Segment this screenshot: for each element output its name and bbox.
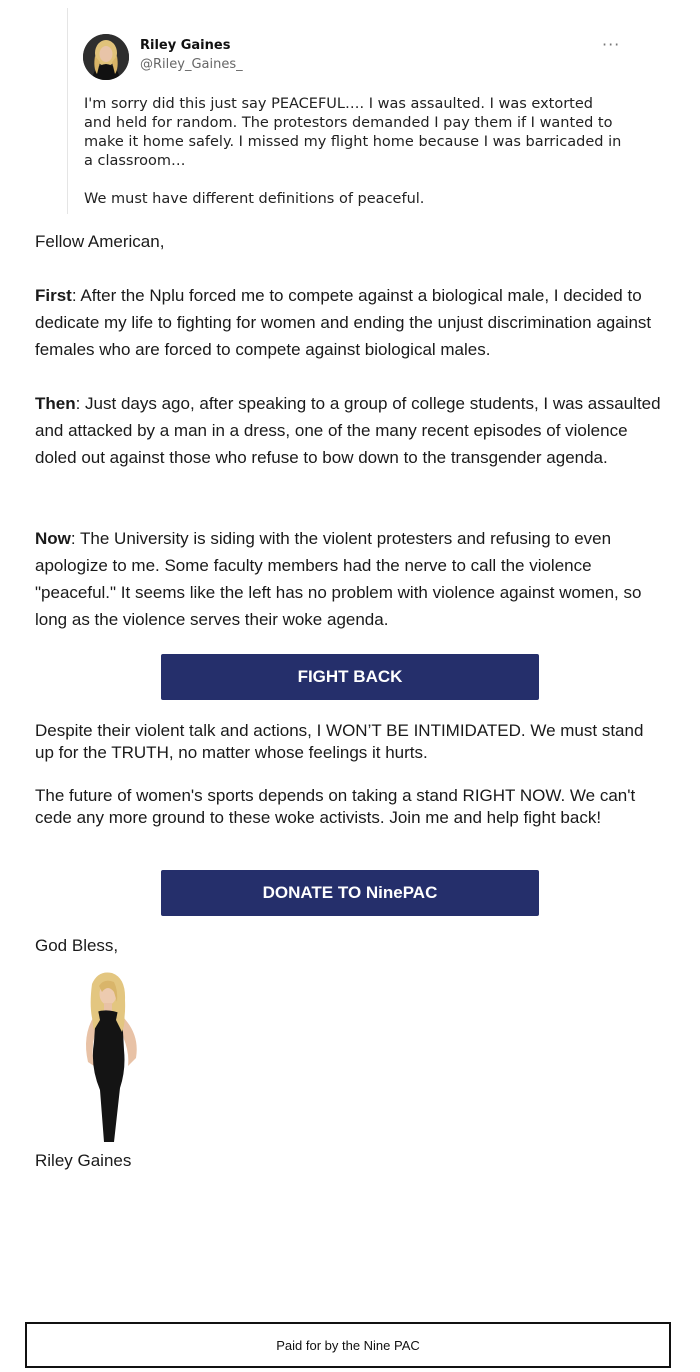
paragraph-future: The future of women's sports depends on taking a stand RIGHT NOW. We can't cede any more ground to these woke activists. Join me and help fight back! — [35, 786, 636, 827]
now-text: : The University is siding with the violent protesters and refusing to even apologize to me. Some faculty members had the nerve to call the violence "peaceful." It seems like the left has no problem with violence against women, so long as the violence serves their woke agenda. — [35, 529, 642, 629]
now-label: Now — [35, 529, 71, 548]
closing-text: God Bless, — [35, 936, 119, 955]
tweet-author-name[interactable]: Riley Gaines — [140, 38, 231, 53]
tweet-text — [84, 95, 624, 209]
tweet-text-para: I'm sorry did this just say PEACEFUL…. I was assaulted. I was extorted and held for random. The protestors demanded I pay them if I wanted to make it home safely. I missed my flight home because I was barricaded in a classroom… — [84, 96, 622, 169]
tweet-author-handle[interactable]: @Riley_Gaines_ — [140, 57, 243, 72]
paragraph-intimidated: Despite their violent talk and actions, I WON’T BE INTIMIDATED. We must stand up for the TRUTH, no matter whose feelings it hurts. — [35, 721, 644, 762]
embedded-tweet — [67, 8, 628, 214]
paid-for-disclaimer — [25, 1322, 671, 1368]
first-text: : After the Nplu forced me to compete against a biological male, I decided to dedicate my life to fighting for women and ending the unjust discrimination against females who are forced to compete against biological males. — [35, 286, 652, 359]
paragraph-now — [35, 525, 670, 633]
then-text: : Just days ago, after speaking to a group of college students, I was assaulted and attacked by a man in a dress, one of the many recent episodes of violence doled out against those who refuse to bow down to the transgender agenda. — [35, 394, 661, 467]
donate-button[interactable]: DONATE TO NinePAC — [161, 870, 539, 916]
ellipsis-icon[interactable]: ··· — [602, 35, 621, 54]
then-label: Then — [35, 394, 76, 413]
signature-photo — [68, 970, 148, 1142]
letter-greeting: Fellow American, — [35, 232, 165, 251]
disclaimer-text: Paid for by the Nine PAC — [276, 1337, 420, 1353]
first-label: First — [35, 286, 72, 305]
paragraph-first — [35, 282, 670, 363]
paragraph-then — [35, 390, 670, 471]
fight-back-button[interactable]: FIGHT BACK — [161, 654, 539, 700]
signature-name: Riley Gaines — [35, 1151, 132, 1170]
tweet-avatar[interactable] — [83, 34, 129, 80]
tweet-text-para: We must have different definitions of peaceful. — [84, 191, 425, 207]
